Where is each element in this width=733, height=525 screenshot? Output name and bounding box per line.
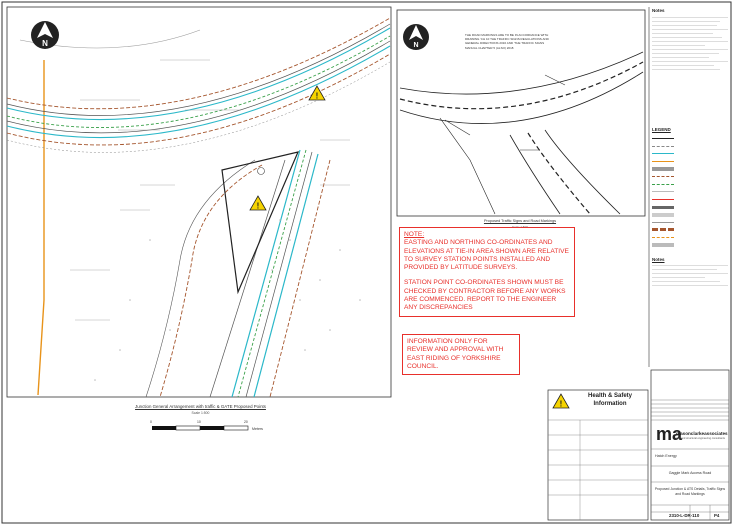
- coordinates-note: [399, 227, 575, 317]
- scalebar-label-0: 0: [150, 420, 152, 424]
- hazard-warning-icon: [250, 196, 266, 211]
- main-drawing-caption: Junction General Arrangement with traffic & GATE Proposed Points: [135, 404, 266, 409]
- scalebar-label-10: 10: [197, 420, 201, 424]
- company-name: masonclarkeassociates: [676, 431, 728, 436]
- notes2-heading: Notes: [652, 256, 665, 262]
- north-arrow-icon: [31, 21, 59, 49]
- svg-text:!: !: [559, 399, 563, 409]
- north-arrow-icon: [403, 24, 429, 50]
- review-info-note: INFORMATION ONLY FOR REVIEW AND APPROVAL WITH EAST RIDING OF YORKSHIRE COUNCIL.: [402, 334, 520, 375]
- notes-panel: [652, 8, 728, 289]
- health-safety-frame: [548, 390, 648, 520]
- title-block-frame: [651, 370, 729, 520]
- project-name: Gaggle Mark Access Road: [668, 471, 712, 475]
- scalebar-units: Meters: [252, 427, 263, 431]
- drawing-title-line: and Road Markings: [675, 491, 705, 496]
- legend-list: [652, 135, 728, 249]
- scale-bar: [152, 426, 248, 430]
- main-drawing-scale: Scale 1:500: [191, 411, 210, 415]
- main-viewport-frame: [7, 7, 391, 397]
- svg-text:N: N: [42, 39, 48, 48]
- coordinates-note-heading: NOTE:: [404, 231, 425, 238]
- svg-text:!: !: [315, 91, 319, 101]
- inset-note-line: GENERAL DIRECTIONS 2016 AND 'THE TRAFFIC SIGNS: [465, 41, 545, 46]
- svg-text:ma: ma: [656, 424, 683, 444]
- client-name: Hatch Energy: [655, 454, 677, 458]
- hazard-warning-icon: [309, 86, 325, 101]
- coordinates-note-para1: EASTING AND NORTHING CO-ORDINATES AND ELEVATIONS AT TIE-IN AREA SHOWN ARE RELATIVE TO SURVEY STATION POINTS INSTALLED AND PROVIDED BY LATITUDE SURVEYS.: [404, 239, 569, 272]
- sheet-border: [2, 2, 731, 523]
- svg-text:!: !: [256, 201, 260, 211]
- drawing-title: [651, 487, 729, 496]
- revision: P4: [714, 513, 720, 518]
- inset-caption: Proposed Traffic Signs and Road Markings: [483, 219, 557, 223]
- inset-note-line: THE ROAD MARKINGS ARE TO BE IN ACCORDANCE WITH: [465, 33, 549, 37]
- health-safety-title: Health & Safety: [587, 393, 632, 399]
- inset-note-line: MANUAL CHAPTER 5 (ALSO) 2018: [465, 45, 514, 50]
- inset-note-line: DRAWING 'CH 10 THE TRAFFIC SIGNS REGULATIONS AND: [465, 37, 549, 42]
- inset-notes: [465, 33, 585, 50]
- health-safety-subtitle: Information: [593, 401, 627, 407]
- inset-scale: Scale 1:500: [512, 225, 528, 229]
- drawing-title-line: Proposed Junction & ATS Details, Traffic Signs: [654, 487, 726, 491]
- legend-heading: LEGEND: [652, 127, 671, 132]
- svg-text:N: N: [413, 42, 419, 49]
- company-tagline: civil and structural engineering consultants: [676, 437, 725, 440]
- warning-icon: [553, 394, 569, 409]
- notes-heading: Notes: [652, 8, 665, 13]
- drawing-number: 2310-L-DR-110: [669, 513, 700, 518]
- coordinates-note-para2: STATION POINT CO-ORDINATES SHOWN MUST BE CHECKED BY CONTRACTOR BEFORE ANY WORKS ARE COMMENCED. REPORT TO THE ENGINEER ANY DISCREPANCIES: [404, 279, 566, 312]
- scalebar-label-20: 20: [244, 420, 248, 424]
